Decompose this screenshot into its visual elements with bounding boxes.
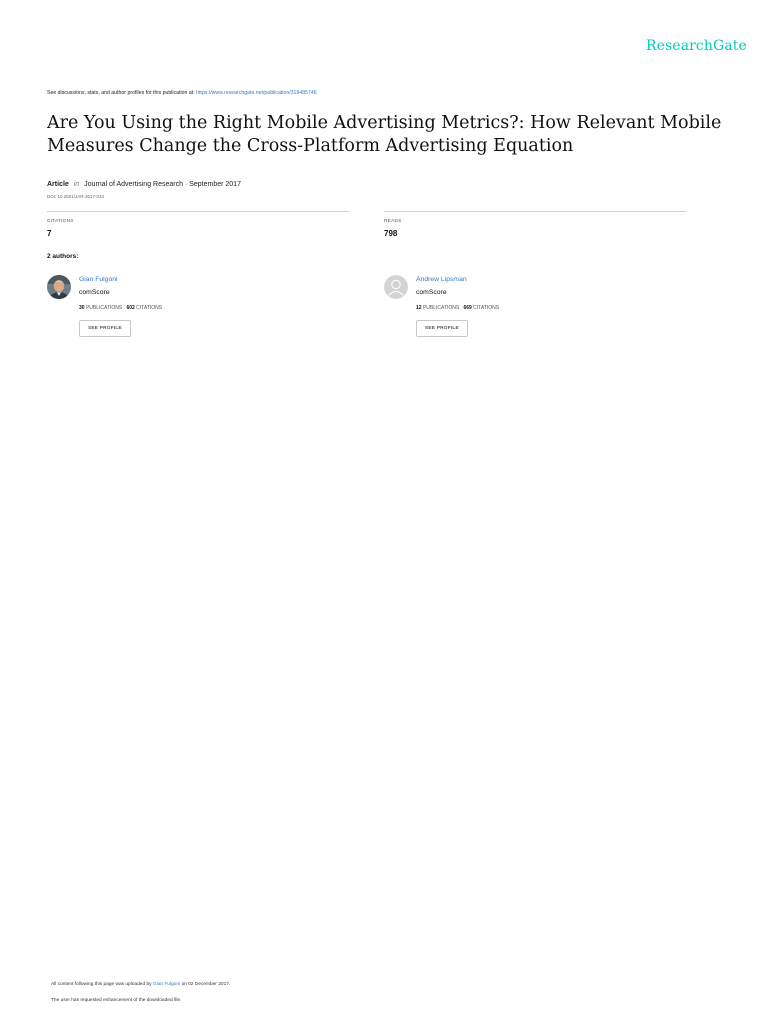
notice-text: See discussions, stats, and author profiles for this publication at:: [47, 90, 195, 96]
author-publications-count: 30: [79, 305, 85, 311]
citations-label: CITATIONS: [47, 219, 74, 224]
author-publications-label: PUBLICATIONS: [85, 305, 123, 311]
enhancement-notice: The user has requested enhancement of the downloaded file.: [51, 998, 182, 1003]
divider-reads: [384, 211, 686, 212]
author-citations-count: 669: [463, 305, 472, 311]
publication-meta: [47, 181, 241, 188]
author-citations-label: CITATIONS: [473, 305, 500, 311]
upload-notice: [51, 982, 230, 987]
author-avatar-gian-fulgoni[interactable]: [47, 275, 71, 299]
publication-doi: DOI: 10.2501/JAR-2017-034: [47, 194, 105, 199]
author-name-link[interactable]: Gian Fulgoni: [79, 276, 118, 283]
publication-type: Article: [47, 181, 69, 188]
author-stats: [416, 305, 499, 311]
researchgate-logo[interactable]: ResearchGate: [646, 38, 747, 54]
author-institution: comScore: [79, 289, 110, 296]
profile-notice: [47, 90, 317, 96]
author-citations-count: 602: [126, 305, 135, 311]
see-profile-button[interactable]: SEE PROFILE: [416, 320, 468, 337]
author-stats: [79, 305, 162, 311]
publication-in-word: in: [73, 181, 80, 188]
author-institution: comScore: [416, 289, 447, 296]
author-avatar-andrew-lipsman[interactable]: [384, 275, 408, 299]
publication-title: Are You Using the Right Mobile Advertising Metrics?: How Relevant Mobile Measures Change the Cross-Platform Advertising Equation: [47, 113, 722, 156]
default-avatar-icon: [384, 275, 408, 299]
see-profile-button[interactable]: SEE PROFILE: [79, 320, 131, 337]
uploader-link[interactable]: Gian Fulgoni: [152, 982, 181, 987]
author-publications-label: PUBLICATIONS: [422, 305, 460, 311]
upload-prefix: All content following this page was uploaded by: [51, 982, 152, 987]
author-citations-label: CITATIONS: [136, 305, 163, 311]
upload-suffix: on 02 December 2017.: [181, 982, 231, 987]
citations-count: 7: [47, 229, 52, 238]
reads-label: READS: [384, 219, 402, 224]
author-publications-count: 12: [416, 305, 422, 311]
divider-citations: [47, 211, 349, 212]
authors-heading: 2 authors:: [47, 253, 79, 260]
author-name-link[interactable]: Andrew Lipsman: [416, 276, 467, 283]
author-photo-icon: [47, 275, 71, 299]
publication-journal: Journal of Advertising Research · September 2017: [84, 181, 241, 188]
publication-link[interactable]: https://www.researchgate.net/publication/319485746: [196, 90, 317, 96]
reads-count: 798: [384, 229, 398, 238]
